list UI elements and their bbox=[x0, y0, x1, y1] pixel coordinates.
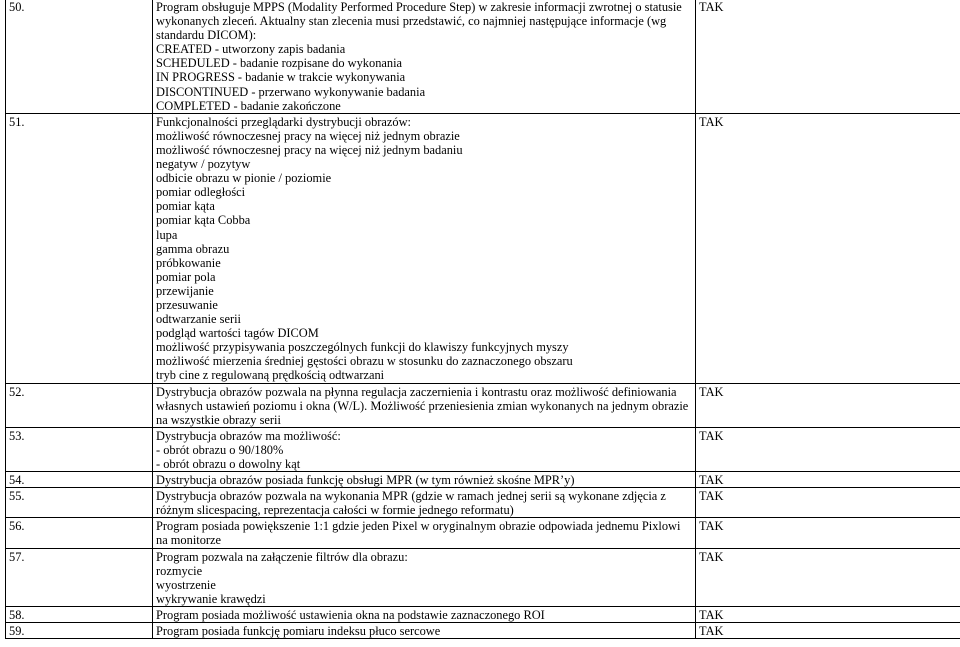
table-row bbox=[6, 623, 960, 639]
description-line: SCHEDULED - badanie rozpisane do wykonania bbox=[156, 56, 403, 71]
answer-cell: TAK bbox=[696, 488, 960, 518]
description-line: wykonanych zleceń. Aktualny stan zlecenia musi przedstawić, co najmniej następujące informacje (wg bbox=[156, 14, 667, 29]
description-line: CREATED - utworzony zapis badania bbox=[156, 42, 346, 57]
description-line: COMPLETED - badanie zakończone bbox=[156, 98, 341, 113]
requirement-description bbox=[153, 383, 696, 427]
requirement-description bbox=[153, 488, 696, 518]
description-line: Dystrybucja obrazów pozwala na wykonania MPR (gdzie w ramach jednej serii są wykonane zdjęcia z bbox=[156, 489, 666, 504]
table-row bbox=[6, 488, 960, 518]
description-line: na wszystkie obrazy serii bbox=[156, 412, 281, 427]
row-number: 59. bbox=[6, 623, 153, 639]
row-number: 53. bbox=[6, 427, 153, 471]
table-row bbox=[6, 548, 960, 606]
description-line: Program pozwala na załączenie filtrów dla obrazu: bbox=[156, 549, 408, 564]
answer-cell: TAK bbox=[696, 383, 960, 427]
description-line: możliwość mierzenia średniej gęstości obrazu w stosunku do zaznaczonego obszaru bbox=[156, 354, 573, 369]
answer-cell: TAK bbox=[696, 606, 960, 622]
table-row bbox=[6, 472, 960, 488]
description-line: Program posiada powiększenie 1:1 gdzie jeden Pixel w oryginalnym obrazie odpowiada jednemu Pixlowi bbox=[156, 519, 681, 534]
description-line: podgląd wartości tagów DICOM bbox=[156, 326, 319, 341]
description-line: pomiar pola bbox=[156, 269, 216, 284]
description-line: przesuwanie bbox=[156, 297, 218, 312]
description-line: pomiar odległości bbox=[156, 185, 246, 200]
description-line: standardu DICOM): bbox=[156, 28, 257, 43]
description-line: Funkcjonalności przeglądarki dystrybucji obrazów: bbox=[156, 114, 411, 129]
description-line: możliwość równoczesnej pracy na więcej niż jednym obrazie bbox=[156, 128, 460, 143]
description-line: własnych ustawień poziomu i okna (W/L). Możliwość przeniesienia zmian wykonanych na jednym obrazie bbox=[156, 398, 689, 413]
answer-cell: TAK bbox=[696, 548, 960, 606]
requirements-table bbox=[5, 0, 960, 639]
row-number: 50. bbox=[6, 0, 153, 113]
description-line: odbicie obrazu w pionie / poziomie bbox=[156, 171, 332, 186]
requirements-table-body bbox=[6, 0, 960, 639]
description-line: tryb cine z regulowaną prędkością odtwarzani bbox=[156, 368, 385, 383]
table-row bbox=[6, 606, 960, 622]
description-line: Dystrybucja obrazów pozwala na płynna regulacja zaczernienia i kontrastu oraz możliwość definiowania bbox=[156, 384, 677, 399]
row-number: 54. bbox=[6, 472, 153, 488]
requirement-description bbox=[153, 518, 696, 548]
row-number: 58. bbox=[6, 606, 153, 622]
answer-cell: TAK bbox=[696, 518, 960, 548]
description-line: pomiar kąta Cobba bbox=[156, 213, 251, 228]
description-line: Program obsługuje MPPS (Modality Performed Procedure Step) w zakresie informacji zwrotnej o statusie bbox=[156, 0, 682, 14]
requirement-description bbox=[153, 113, 696, 383]
description-line: Program posiada funkcję pomiaru indeksu płuco sercowe bbox=[156, 624, 441, 639]
requirement-description bbox=[153, 427, 696, 471]
row-number: 51. bbox=[6, 113, 153, 383]
description-line: próbkowanie bbox=[156, 255, 221, 270]
description-line: negatyw / pozytyw bbox=[156, 157, 251, 172]
answer-cell: TAK bbox=[696, 113, 960, 383]
description-line: przewijanie bbox=[156, 283, 214, 298]
description-line: DISCONTINUED - przerwano wykonywanie badania bbox=[156, 84, 426, 99]
description-line: - obrót obrazu o 90/180% bbox=[156, 442, 284, 457]
requirement-description bbox=[153, 548, 696, 606]
description-line: odtwarzanie serii bbox=[156, 312, 241, 327]
requirement-description bbox=[153, 623, 696, 639]
row-number: 56. bbox=[6, 518, 153, 548]
answer-cell: TAK bbox=[696, 623, 960, 639]
description-line: Dystrybucja obrazów posiada funkcję obsługi MPR (w tym również skośne MPR’y) bbox=[156, 473, 575, 488]
table-row bbox=[6, 0, 960, 113]
description-line: na monitorze bbox=[156, 533, 222, 548]
requirement-description bbox=[153, 472, 696, 488]
description-line: lupa bbox=[156, 227, 178, 242]
description-line: wykrywanie krawędzi bbox=[156, 591, 266, 606]
row-number: 52. bbox=[6, 383, 153, 427]
table-row bbox=[6, 113, 960, 383]
requirement-description bbox=[153, 0, 696, 113]
row-number: 55. bbox=[6, 488, 153, 518]
table-row bbox=[6, 383, 960, 427]
description-line: gamma obrazu bbox=[156, 241, 230, 256]
description-line: Program posiada możliwość ustawienia okna na podstawie zaznaczonego ROI bbox=[156, 607, 545, 622]
row-number: 57. bbox=[6, 548, 153, 606]
requirement-description bbox=[153, 606, 696, 622]
description-line: - obrót obrazu o dowolny kąt bbox=[156, 457, 301, 471]
answer-cell: TAK bbox=[696, 427, 960, 471]
description-line: pomiar kąta bbox=[156, 199, 215, 214]
description-line: rozmycie bbox=[156, 563, 203, 578]
description-line: Dystrybucja obrazów ma możliwość: bbox=[156, 428, 341, 443]
description-line: możliwość przypisywania poszczególnych funkcji do klawiszy funkcyjnych myszy bbox=[156, 340, 569, 355]
description-line: różnym slicespacing, reprezentacja całości w formie jednego reformatu) bbox=[156, 503, 514, 518]
table-row bbox=[6, 518, 960, 548]
description-line: możliwość równoczesnej pracy na więcej niż jednym badaniu bbox=[156, 142, 463, 157]
description-line: IN PROGRESS - badanie w trakcie wykonywania bbox=[156, 70, 406, 85]
description-line: wyostrzenie bbox=[156, 577, 216, 592]
table-row bbox=[6, 427, 960, 471]
answer-cell: TAK bbox=[696, 472, 960, 488]
answer-cell: TAK bbox=[696, 0, 960, 113]
